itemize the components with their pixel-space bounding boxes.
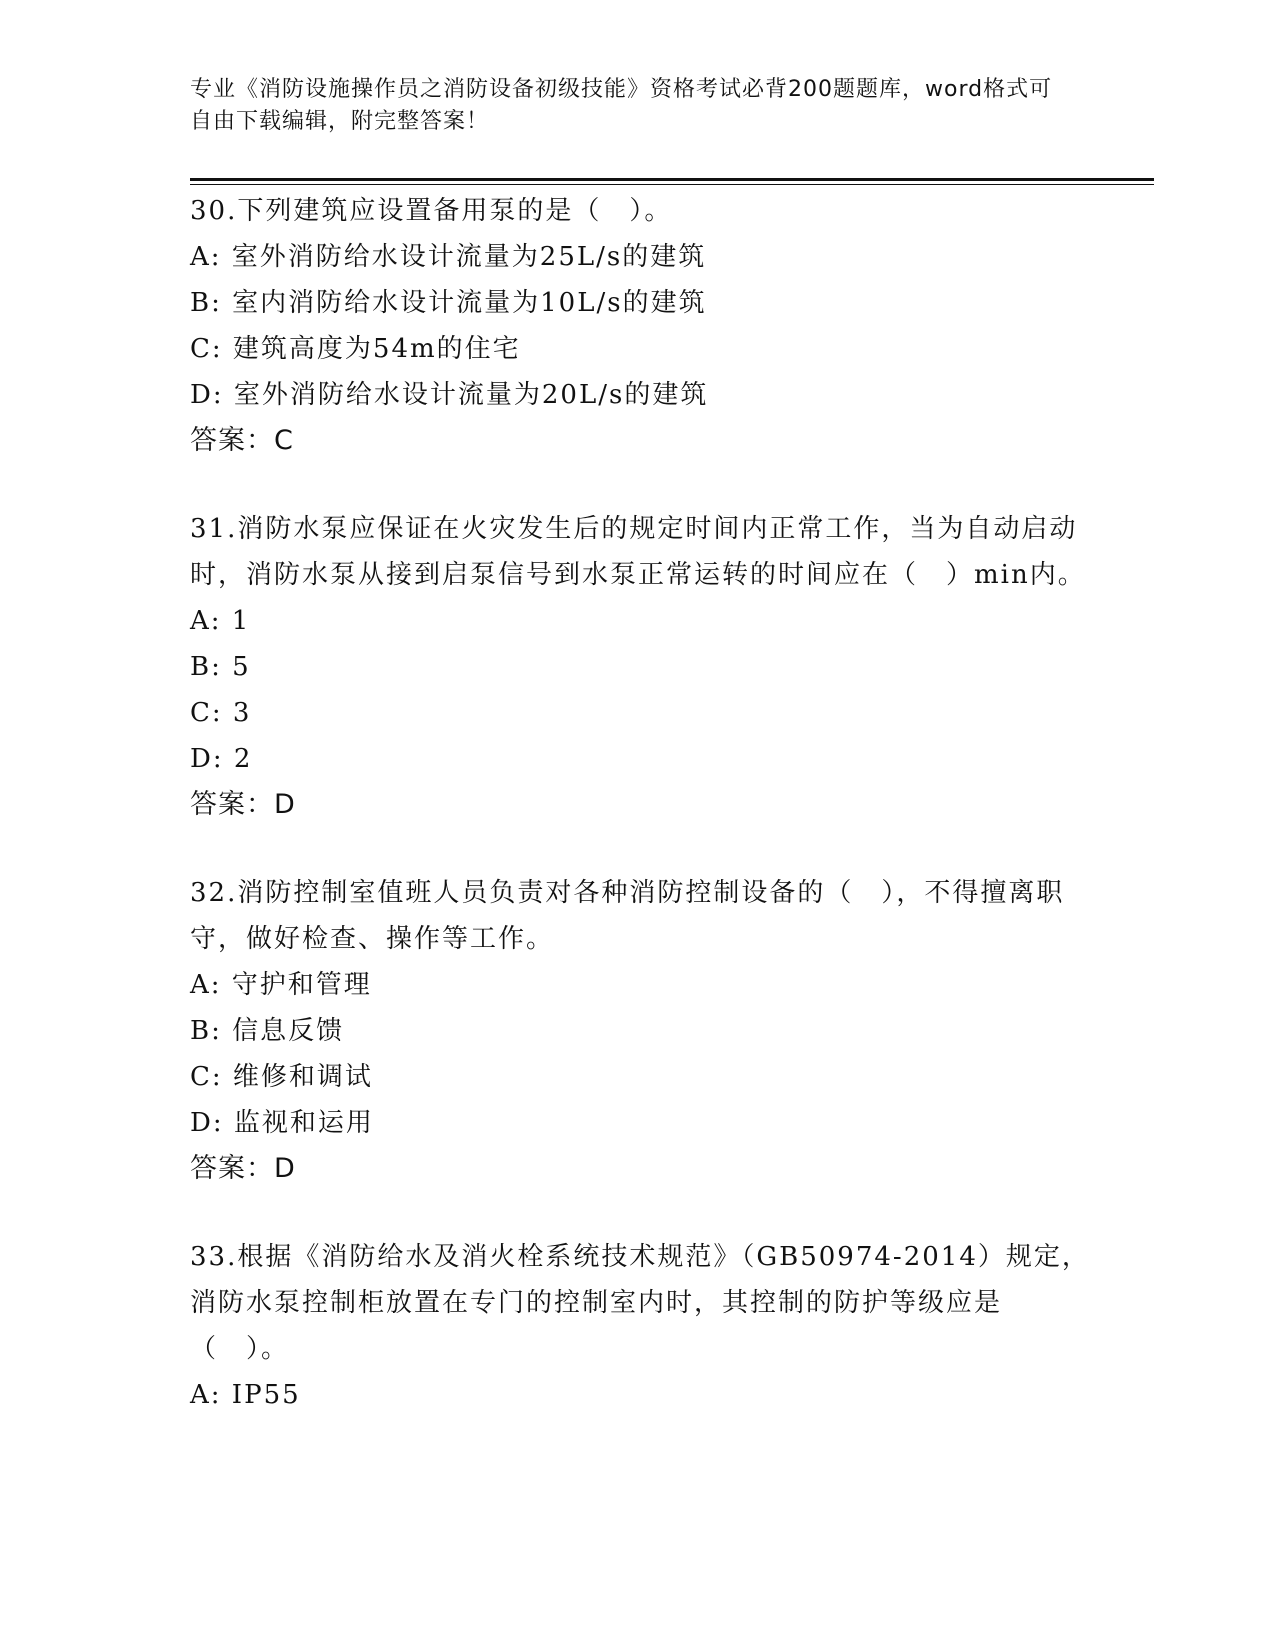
option-b: B: 室内消防给水设计流量为10L/s的建筑 xyxy=(190,288,707,318)
question-stem: 32.消防控制室值班人员负责对各种消防控制设备的（ ），不得擅离职守，做好检查、操作等工作。 xyxy=(190,878,1065,954)
document-header: 专业《消防设施操作员之消防设备初级技能》资格考试必背200题题库，word格式可自由下载编辑，附完整答案！ xyxy=(190,77,1053,134)
header-divider-thin xyxy=(190,184,1154,185)
option-d: D: 监视和运用 xyxy=(190,1108,374,1138)
answer-label: 答案：D xyxy=(190,789,296,820)
answer-label: 答案：C xyxy=(190,425,294,456)
option-b: B: 信息反馈 xyxy=(190,1016,345,1046)
question-stem: 31.消防水泵应保证在火灾发生后的规定时间内正常工作，当为自动启动时，消防水泵从接到启泵信号到水泵正常运转的时间应在（ ）min内。 xyxy=(190,514,1086,590)
option-d: D: 2 xyxy=(190,744,253,774)
header-divider-thick xyxy=(190,178,1154,181)
question-33 xyxy=(190,1234,1090,1418)
question-list xyxy=(190,188,1090,1460)
option-d: D: 室外消防给水设计流量为20L/s的建筑 xyxy=(190,380,709,410)
question-30 xyxy=(190,188,1090,464)
option-c: C: 维修和调试 xyxy=(190,1062,373,1092)
question-stem: 33.根据《消防给水及消火栓系统技术规范》（GB50974-2014）规定，消防水泵控制柜放置在专门的控制室内时，其控制的防护等级应是（ ）。 xyxy=(190,1242,1090,1364)
question-32 xyxy=(190,870,1090,1192)
option-a: A: IP55 xyxy=(190,1380,301,1410)
option-a: A: 室外消防给水设计流量为25L/s的建筑 xyxy=(190,242,707,272)
question-stem: 30.下列建筑应设置备用泵的是（ ）。 xyxy=(190,196,673,226)
option-c: C: 3 xyxy=(190,698,252,728)
question-31 xyxy=(190,506,1090,828)
option-c: C: 建筑高度为54m的住宅 xyxy=(190,334,521,364)
option-a: A: 1 xyxy=(190,606,251,636)
option-b: B: 5 xyxy=(190,652,251,682)
option-a: A: 守护和管理 xyxy=(190,970,372,1000)
answer-label: 答案：D xyxy=(190,1153,296,1184)
